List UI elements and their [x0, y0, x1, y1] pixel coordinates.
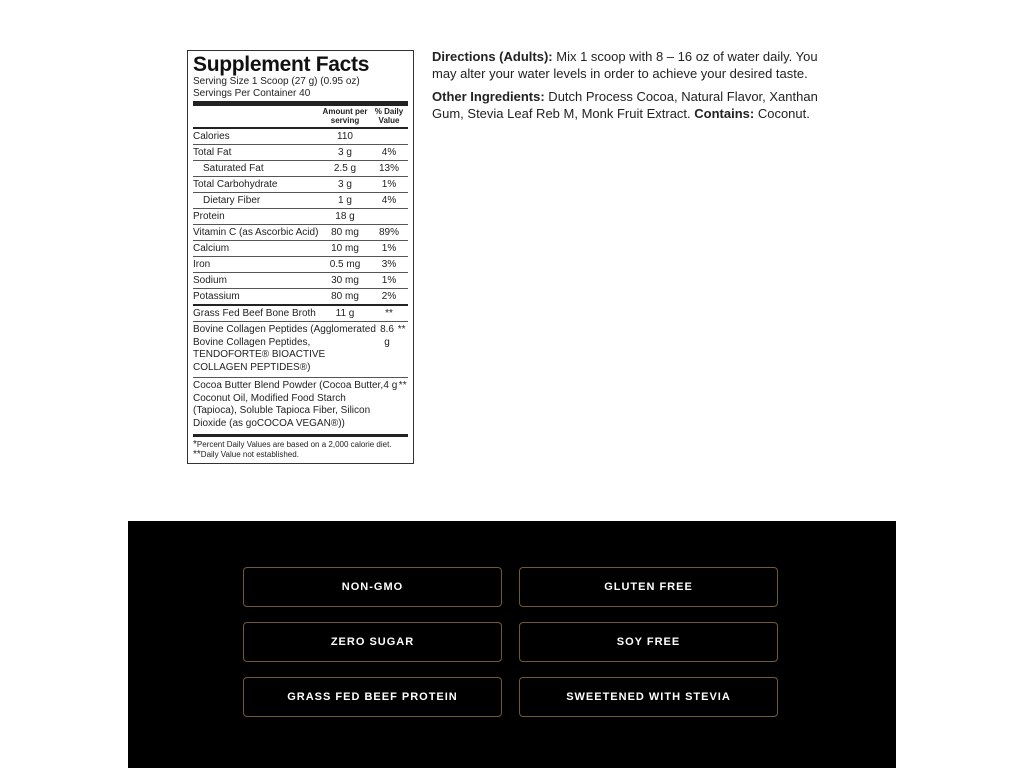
facts-row [193, 241, 408, 257]
nutrient-amount: 110 [337, 131, 353, 142]
facts-row [193, 225, 408, 241]
nutrient-dv: ** [385, 308, 393, 319]
nutrient-dv: 1% [381, 179, 397, 190]
facts-title: Supplement Facts [193, 53, 370, 76]
facts-row [193, 145, 408, 161]
nutrient-dv: 1% [381, 243, 397, 254]
nutrient-dv: 4% [381, 195, 397, 206]
nutrient-name: Potassium [193, 291, 240, 302]
nutrient-amount: 0.5 mg [329, 259, 361, 270]
nutrient-amount: 11 g [335, 308, 355, 319]
facts-row [193, 209, 408, 225]
servings-per-container: Servings Per Container 40 [193, 88, 311, 99]
nutrient-name: Cocoa Butter Blend Powder (Cocoa Butter, Coconut Oil, Modified Food Starch (Tapioca), Soluble Tapioca Fiber, Silicon Dioxide (as goCOCOA VEGAN®)) [193, 380, 384, 429]
nutrient-amount: 1 g [338, 195, 352, 206]
nutrient-dv [370, 130, 408, 144]
ingredients-paragraph [432, 88, 842, 122]
badge-sweetened-with-stevia: SWEETENED WITH STEVIA [519, 677, 778, 717]
facts-header [193, 106, 408, 127]
serving-size: Serving Size 1 Scoop (27 g) (0.95 oz) [193, 76, 360, 87]
nutrient-amount: 30 mg [331, 275, 359, 286]
header-daily-value: % Daily Value [374, 107, 404, 125]
nutrient-dv: ** [397, 324, 406, 335]
facts-row [193, 306, 408, 322]
nutrient-amount: 2.5 g [333, 163, 357, 174]
features-panel [128, 521, 896, 768]
nutrient-dv: 2% [381, 291, 397, 302]
facts-row [193, 193, 408, 209]
facts-row [193, 129, 408, 145]
nutrient-name: Vitamin C (as Ascorbic Acid) [193, 227, 319, 238]
nutrient-amount: 80 mg [331, 227, 359, 238]
facts-row [193, 257, 408, 273]
directions-block [432, 48, 842, 128]
badge-grass-fed-beef-protein: GRASS FED BEEF PROTEIN [243, 677, 502, 717]
badge-soy-free: SOY FREE [519, 622, 778, 662]
footnote-daily-value: **Daily Value not established. [193, 449, 299, 460]
nutrient-name: Bovine Collagen Peptides (Agglomerated Bovine Collagen Peptides, TENDOFORTE® BIOACTIVE COLLAGEN PEPTIDES®) [193, 324, 376, 373]
nutrient-dv: 3% [381, 259, 397, 270]
footnote-daily-value-text: Daily Value not established. [200, 450, 299, 459]
footnote-percent-text: Percent Daily Values are based on a 2,000 calorie diet. [196, 440, 392, 449]
nutrient-dv: 4% [381, 147, 397, 158]
badge-gluten-free: GLUTEN FREE [519, 567, 778, 607]
footnote-percent: *Percent Daily Values are based on a 2,000 calorie diet. [193, 439, 392, 450]
facts-row [193, 289, 408, 306]
facts-row [193, 322, 408, 378]
directions-text: Mix 1 scoop with 8 – 16 oz of water daily. You may alter your water levels in order to achieve your desired taste. [432, 49, 818, 81]
nutrient-name: Iron [193, 259, 211, 270]
nutrient-name: Dietary Fiber [203, 195, 261, 206]
ingredients-label: Other Ingredients: [432, 89, 545, 104]
ingredients-text: Dutch Process Cocoa, Natural Flavor, Xanthan Gum, Stevia Leaf Reb M, Monk Fruit Extract. [432, 89, 818, 121]
nutrient-name: Grass Fed Beef Bone Broth [193, 308, 316, 319]
nutrient-amount: 4 g [383, 380, 398, 391]
nutrient-amount: 10 mg [331, 243, 359, 254]
nutrient-amount: 3 g [338, 147, 352, 158]
nutrient-dv: ** [398, 380, 407, 391]
nutrient-name: Total Carbohydrate [193, 179, 278, 190]
nutrient-amount: 3 g [338, 179, 352, 190]
nutrient-dv: 89% [378, 227, 399, 238]
directions-label: Directions (Adults): [432, 49, 553, 64]
nutrient-name: Saturated Fat [203, 163, 264, 174]
nutrient-dv: 13% [378, 163, 399, 174]
nutrient-dv: 1% [381, 275, 397, 286]
supplement-facts-panel [187, 50, 414, 464]
facts-row [193, 177, 408, 193]
nutrient-name: Total Fat [193, 147, 232, 158]
nutrient-name: Protein [193, 211, 225, 222]
facts-row [193, 273, 408, 289]
contains-label: Contains: [694, 106, 755, 121]
nutrient-name: Sodium [193, 275, 227, 286]
nutrient-amount: 80 mg [331, 291, 359, 302]
nutrient-dv [370, 210, 408, 224]
nutrient-amount: 18 g [335, 211, 355, 222]
directions-paragraph [432, 48, 842, 82]
nutrient-amount: 8.6 g [380, 324, 394, 348]
facts-row [193, 161, 408, 177]
badge-zero-sugar: ZERO SUGAR [243, 622, 502, 662]
nutrient-name: Calcium [193, 243, 230, 254]
contains-text: Coconut. [754, 106, 810, 121]
badge-non-gmo: NON-GMO [243, 567, 502, 607]
nutrient-name: Calories [193, 131, 230, 142]
facts-row [193, 378, 408, 433]
header-amount: Amount per serving [322, 107, 368, 125]
